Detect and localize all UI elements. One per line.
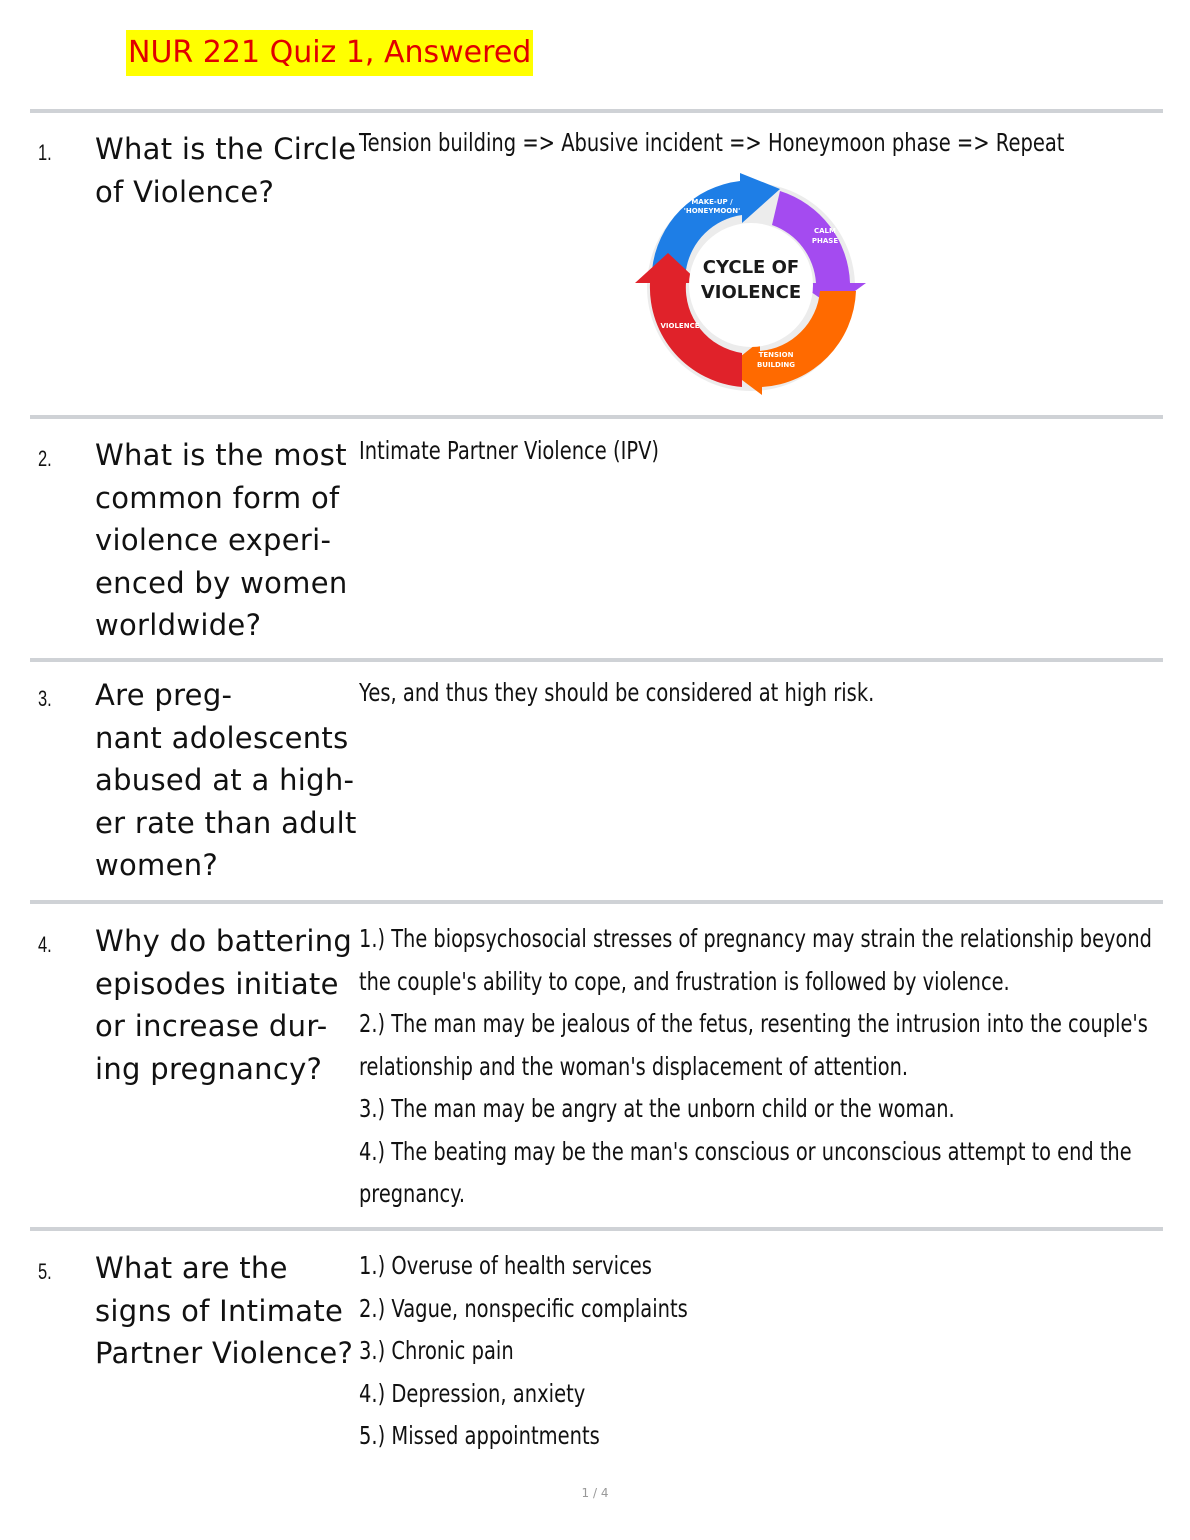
row-divider xyxy=(30,900,1163,904)
answer-text: Intimate Partner Violence (IPV) xyxy=(359,436,660,465)
question-text: What is the Circle of Violence? xyxy=(95,132,357,209)
diagram-label-violence: VIOLENCE xyxy=(660,322,700,330)
page-indicator: 1 / 4 xyxy=(581,1486,609,1500)
diagram-center-label: CYCLE OF xyxy=(702,257,800,278)
question-text: What is the most common form of violence experi- enced by women worldwide? xyxy=(95,438,348,642)
diagram-label-tension: BUILDING xyxy=(756,361,796,369)
question-text: Are preg- nant adolescents abused at a high- er rate than adult women? xyxy=(95,678,357,882)
document-title: NUR 221 Quiz 1, Answered xyxy=(126,30,533,76)
diagram-label-calm: CALM xyxy=(814,227,836,235)
row-divider xyxy=(30,658,1163,662)
question-number: 2. xyxy=(38,446,52,471)
answer-text: Tension building => Abusive incident => Honeymoon phase => Repeat xyxy=(359,128,1065,157)
diagram-label-makeup: MAKE-UP / xyxy=(691,198,733,206)
question-number: 5. xyxy=(38,1259,52,1284)
diagram-center-label: VIOLENCE xyxy=(700,282,802,303)
row-divider xyxy=(30,415,1163,419)
question-number: 1. xyxy=(38,140,52,165)
diagram-label-tension: TENSION xyxy=(758,351,794,359)
question-number: 4. xyxy=(38,932,52,957)
answer-text: 1.) The biopsychosocial stresses of pregnancy may strain the relationship beyond the couple's ability to cope, and frustration is followed by violence. 2.) The man may be jealous of the fetus, resenting the intrusion into the couple's relationship and the woman's displacement of attention. 3.) The man may be angry at the unborn child or the woman. 4.) The beating may be the man's conscious or unconscious attempt to end the pregnancy. xyxy=(359,924,1152,1208)
row-divider xyxy=(30,1227,1163,1231)
question-number: 3. xyxy=(38,686,52,711)
cycle-of-violence-diagram xyxy=(630,165,870,400)
question-text: What are the signs of Intimate Partner Violence? xyxy=(95,1251,354,1370)
question-text: Why do battering episodes initiate or increase dur- ing pregnancy? xyxy=(95,924,353,1086)
answer-text: Yes, and thus they should be considered at high risk. xyxy=(359,678,875,707)
answer-text: 1.) Overuse of health services 2.) Vague, nonspecific complaints 3.) Chronic pain 4.) Depression, anxiety 5.) Missed appointments xyxy=(359,1251,688,1450)
diagram-label-makeup: 'HONEYMOON' xyxy=(683,207,741,215)
row-divider xyxy=(30,109,1163,113)
diagram-label-calm: PHASE xyxy=(811,237,839,245)
